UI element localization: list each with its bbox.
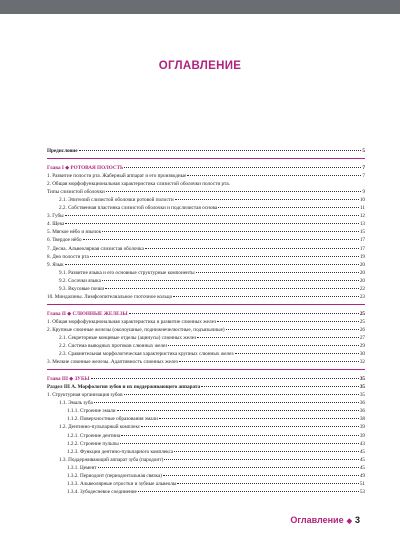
- toc-page-number: 32: [359, 359, 365, 366]
- toc-page-number: 53: [359, 488, 365, 495]
- chapter-name: РОТОВАЯ ПОЛОСТЬ: [70, 165, 124, 172]
- diamond-icon: ◆: [63, 165, 71, 172]
- toc-entry: [47, 253, 365, 261]
- toc-entry: [47, 391, 365, 399]
- section-divider: [47, 301, 365, 305]
- dot-leader: [120, 443, 359, 444]
- toc-entry: [47, 464, 365, 472]
- dot-leader: [124, 394, 359, 395]
- toc-entry-text: 3. Губы: [47, 213, 64, 220]
- toc-entry: [47, 358, 365, 366]
- dot-leader: [218, 207, 359, 208]
- toc-entry-text: Раздел III А. Морфология зубов и их поддерживающего аппарата: [47, 384, 201, 391]
- toc-page-number: 12: [359, 213, 365, 220]
- toc-entry-text: 7. Десна. Альвеолярная слизистая оболочка: [47, 245, 144, 252]
- toc-entry-text: 2.2. Система выводных протоков слюнных желез: [59, 343, 168, 350]
- toc-entry: [47, 456, 365, 464]
- dot-leader: [65, 215, 359, 216]
- toc-page-number: 49: [359, 472, 365, 479]
- toc-entry: [47, 399, 365, 407]
- toc-entry: [47, 350, 365, 358]
- running-footer: [290, 515, 360, 525]
- toc-chapter-heading: [47, 310, 365, 318]
- dot-leader: [121, 435, 359, 436]
- toc-entry-text: 2.1. Секреторные концевые отделы (ацинусы) слюнных желез: [59, 334, 197, 341]
- toc-entry-text: 2. Крупные слюнные железы (околоушные, поднижнечелюстные, подъязычные): [47, 326, 225, 333]
- toc-page-number: 38: [359, 416, 365, 423]
- dot-leader: [174, 451, 359, 452]
- toc-page-number: 35: [359, 384, 365, 391]
- toc-entry: [47, 212, 365, 220]
- toc-entry-text: 1.1.2. Поверхностные образования эмали: [67, 416, 158, 423]
- toc-page-number: 7: [362, 165, 365, 172]
- toc-entry: [47, 285, 365, 293]
- footer-label: Оглавление: [290, 515, 344, 525]
- dot-leader: [124, 167, 361, 168]
- toc-entry-text: 2.1. Эпителий слизистой оболочки ротовой полости: [59, 197, 174, 204]
- dot-leader: [79, 150, 362, 151]
- toc-entry-text: 1.2. Дентинно-пульпарный комплекс: [59, 424, 141, 431]
- chapter-label: Глава I: [47, 165, 64, 172]
- toc-entry: [47, 236, 365, 244]
- dot-leader: [65, 223, 358, 224]
- toc-entry-text: 2. Общая морфофункциональная характеристика слизистой оболочки полости рта.: [47, 181, 230, 188]
- chapter-title: [47, 164, 123, 172]
- diamond-icon: ◆: [65, 310, 73, 317]
- toc-entry: [47, 432, 365, 440]
- toc-entry: [47, 342, 365, 350]
- dot-leader: [163, 475, 359, 476]
- toc-entry: [47, 220, 365, 228]
- toc-entry-text: 1.3. Поддерживающий аппарат зуба (пародонт): [59, 456, 164, 463]
- dot-leader: [179, 361, 359, 362]
- toc-page-number: 22: [359, 285, 365, 292]
- dot-leader: [102, 280, 359, 281]
- chapter-name: СЛЮННЫЕ ЖЕЛЕЗЫ: [72, 310, 128, 317]
- toc-entry-text: Типы слизистой оболочки: [47, 189, 105, 196]
- dot-leader: [217, 321, 359, 322]
- dot-leader: [94, 402, 359, 403]
- dot-leader: [129, 313, 359, 314]
- toc-page-number: 39: [359, 424, 365, 431]
- toc-page-number: 36: [359, 400, 365, 407]
- toc-entry-text: 9. Язык: [47, 261, 64, 268]
- dot-leader: [187, 175, 361, 176]
- top-bar: [0, 0, 400, 14]
- dot-leader: [177, 483, 358, 484]
- toc-page-number: 17: [359, 237, 365, 244]
- toc-entry-text: 9.3. Вкусовые почки: [59, 285, 105, 292]
- toc-entry-text: 1. Структурная организация зубов: [47, 392, 123, 399]
- toc-entry-text: 9.1. Развитие языка и его основные структурные компоненты: [59, 269, 195, 276]
- toc-page-number: 39: [359, 432, 365, 439]
- toc-entry-text: 1.2.3. Функции дентино-пульпарного комплекса: [67, 448, 174, 455]
- diamond-icon: ◆: [67, 376, 75, 383]
- diamond-icon: ◆: [346, 518, 352, 525]
- toc-entry: [47, 480, 365, 488]
- toc-entry-text: 1.3.2. Периодонт (периодонтальная связка): [67, 472, 163, 479]
- dot-leader: [117, 410, 359, 411]
- toc-entry: [47, 293, 365, 301]
- toc-entry: [47, 147, 365, 155]
- dot-leader: [235, 353, 359, 354]
- toc-entry: [47, 269, 365, 277]
- page-title: ОГЛАВЛЕНИЕ: [158, 60, 242, 72]
- toc-entry: [47, 423, 365, 431]
- toc-entry: [47, 196, 365, 204]
- toc-entry: [47, 188, 365, 196]
- dot-leader: [106, 191, 362, 192]
- chapter-name: ЗУБЫ: [74, 376, 90, 383]
- toc-entry-text: 3. Мелкие слюнные железы. Адаптивность слюнных желез: [47, 359, 178, 366]
- dot-leader: [201, 386, 359, 387]
- toc-entry: [47, 277, 365, 285]
- toc-page-number: 17: [359, 245, 365, 252]
- toc-entry-text: Предисловие: [47, 148, 78, 154]
- toc-entry-text: 2.3. Сравнительная морфологическая характеристика крупных слюнных желез: [59, 351, 234, 358]
- toc-entry-text: 6. Твердое нёбо: [47, 237, 82, 244]
- toc-entry: [47, 448, 365, 456]
- toc-entry-text: 1. Общая морфофункциональная характеристика и развитие слюнных желез: [47, 318, 216, 325]
- toc-entry: [47, 261, 365, 269]
- toc-entry: [47, 472, 365, 480]
- dot-leader: [145, 248, 359, 249]
- dot-leader: [196, 272, 359, 273]
- toc-page-number: 35: [359, 376, 365, 383]
- toc-entry: [47, 383, 365, 391]
- toc-page-number: 45: [359, 456, 365, 463]
- toc-page-number: 29: [359, 343, 365, 350]
- toc-entry: [47, 245, 365, 253]
- toc-page-number: 26: [359, 326, 365, 333]
- toc-entry-text: 8. Дно полости рта: [47, 253, 89, 260]
- toc-entry-text: 1.3.4. Зубодесневое соединение: [67, 488, 137, 495]
- dot-leader: [105, 288, 359, 289]
- toc-page-number: 20: [359, 277, 365, 284]
- toc-chapter-heading: [47, 375, 365, 383]
- dot-leader: [175, 199, 359, 200]
- toc-page-number: 20: [359, 269, 365, 276]
- toc-page-number: 45: [359, 448, 365, 455]
- toc-entry: [47, 326, 365, 334]
- chapter-label: Глава III: [47, 376, 68, 383]
- toc-entry: [47, 172, 365, 180]
- toc-entry: [47, 228, 365, 236]
- toc-entry: [47, 488, 365, 496]
- toc-page-number: 5: [362, 148, 365, 154]
- toc-page-number: 7: [362, 173, 365, 180]
- section-divider: [47, 155, 365, 159]
- table-of-contents: [47, 147, 365, 496]
- toc-entry: [47, 415, 365, 423]
- toc-page-number: 25: [359, 310, 365, 317]
- toc-entry-text: 1.3.1. Цемент: [67, 464, 97, 471]
- toc-entry-text: 1.2.1. Строение дентина: [67, 432, 121, 439]
- toc-entry-text: 10. Миндалины. Лимфоэпителиальное глоточное кольцо: [47, 293, 173, 300]
- dot-leader: [98, 467, 359, 468]
- toc-entry: [47, 440, 365, 448]
- dot-leader: [164, 459, 359, 460]
- dot-leader: [91, 378, 359, 379]
- toc-page-number: 27: [359, 334, 365, 341]
- dot-leader: [159, 418, 359, 419]
- toc-entry-text: 1. Развитие полости рта. Жаберный аппарат и его производные: [47, 173, 187, 180]
- toc-page-number: 13: [359, 221, 365, 228]
- dot-leader: [141, 426, 359, 427]
- toc-entry: [47, 204, 365, 212]
- toc-entry: [47, 180, 365, 188]
- chapter-title: [47, 375, 90, 383]
- page-number: 3: [354, 515, 360, 525]
- toc-page-number: 36: [359, 408, 365, 415]
- chapter-label: Глава II: [47, 310, 66, 317]
- toc-page-number: 45: [359, 464, 365, 471]
- toc-page-number: 19: [359, 253, 365, 260]
- toc-page-number: 11: [360, 205, 365, 212]
- toc-entry: [47, 334, 365, 342]
- toc-page-number: 30: [359, 351, 365, 358]
- toc-page-number: 9: [362, 189, 365, 196]
- section-divider: [47, 366, 365, 370]
- toc-chapter-heading: [47, 164, 365, 172]
- toc-entry-text: 1.1. Эмаль зуба: [59, 400, 93, 407]
- dot-leader: [65, 264, 359, 265]
- chapter-title: [47, 310, 128, 318]
- toc-page-number: 10: [359, 197, 365, 204]
- toc-page-number: 43: [359, 440, 365, 447]
- toc-entry: [47, 318, 365, 326]
- toc-entry-text: 1.3.3. Альвеолярные отростки и зубные альвеолы: [67, 480, 177, 487]
- toc-page-number: 25: [359, 318, 365, 325]
- toc-entry-text: 9.2. Сосочки языка: [59, 277, 101, 284]
- toc-entry-text: 5. Мягкое нёбо и язычок: [47, 229, 102, 236]
- dot-leader: [102, 231, 359, 232]
- toc-entry: [47, 407, 365, 415]
- dot-leader: [197, 337, 359, 338]
- dot-leader: [226, 329, 359, 330]
- toc-page-number: 23: [359, 293, 365, 300]
- dot-leader: [83, 239, 359, 240]
- dot-leader: [168, 345, 358, 346]
- dot-leader: [138, 491, 359, 492]
- toc-entry-text: 2.2. Собственная пластинка слизистой оболочки и подслизистая основа: [59, 205, 218, 212]
- toc-page-number: 35: [359, 392, 365, 399]
- toc-page-number: 15: [359, 229, 365, 236]
- toc-page-number: 20: [359, 261, 365, 268]
- toc-entry-text: 4. Щека: [47, 221, 65, 228]
- toc-entry-text: 1.2.2. Строение пульпы: [67, 440, 119, 447]
- toc-page-number: 51: [359, 480, 365, 487]
- dot-leader: [90, 256, 359, 257]
- toc-entry-text: 1.1.1. Строение эмали: [67, 408, 116, 415]
- dot-leader: [173, 296, 359, 297]
